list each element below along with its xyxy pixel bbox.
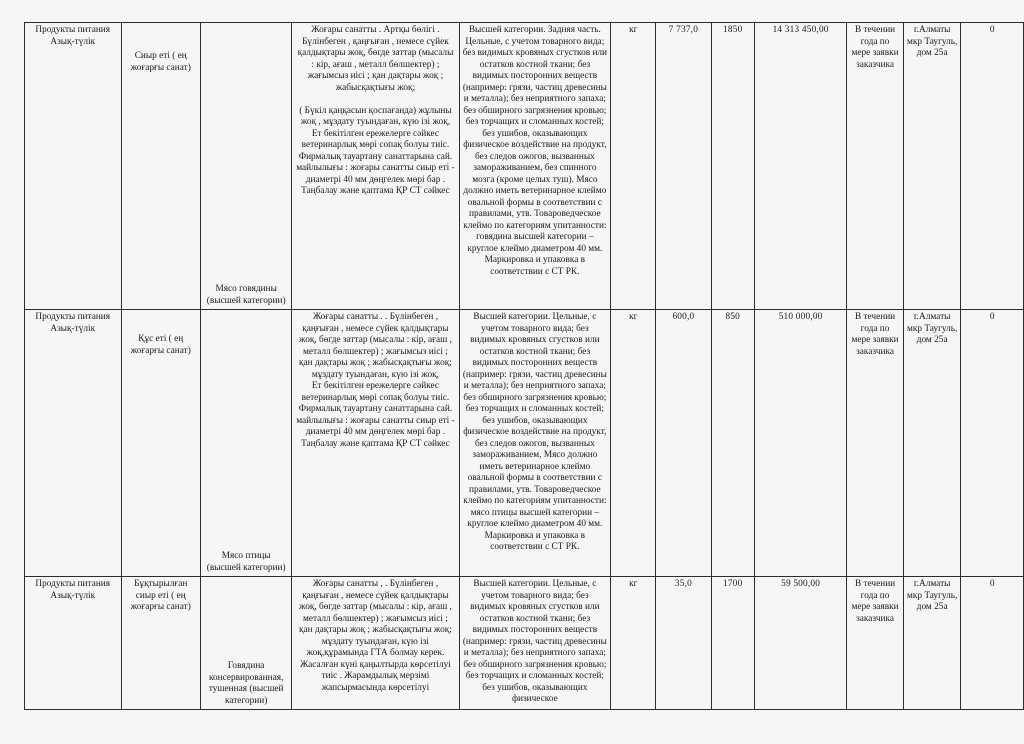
category-cell: Продукты питания Азық-түлік <box>25 577 122 710</box>
qty-cell: 1700 <box>711 577 754 710</box>
spec-kz-cell: Жоғары санатты , . Бүлінбеген , қаңғыған , немесе сүйек қалдықтары жоқ, бөгде заттар (мысалы : кір, ағаш , металл бөлшектер) ; жағымсыз иісі ; қан дақтары жоқ ; жабысқақтығы жоқ; мұздату туындаған, күю ізі жоқ,құрамында ГТА болмау керек. Жасалған күні қаңылтырда көрсетілуі тиіс . Жарамдылық мерзімі жапсырмасында көрсетілуі <box>292 577 459 710</box>
sum-cell: 14 313 450,00 <box>755 23 847 310</box>
name-kz-cell: Бұқтырылған сиыр еті ( ең жоғарғы санат) <box>121 577 200 710</box>
name-ru: Мясо птицы (высшей категории) <box>206 551 286 573</box>
name-ru-cell <box>200 577 291 710</box>
place-cell: г.Алматы мкр Таугуль, дом 25а <box>903 23 961 310</box>
table-row <box>25 23 1024 310</box>
table-row <box>25 577 1024 710</box>
price-cell: 600,0 <box>656 310 711 577</box>
advance-cell: 0 <box>961 577 1024 710</box>
qty-cell: 850 <box>711 310 754 577</box>
term-cell: В течении года по мере заявки заказчика <box>847 310 904 577</box>
price-cell: 7 737,0 <box>656 23 711 310</box>
spec-ru-cell: Высшей категории. Задняя часть. Цельные, с учетом товарного вида; без видимых кровяных сгустков или остатков костной ткани; без видимых посторонних веществ (например: грязи, частиц древесины и металла); без неприятного запаха; без обширного загрязнения кровью; без торчащих и сломанных костей; без ушибов, оказывающих физическое воздействие на продукт, без следов ожогов, вызванных замораживанием, без спинного мозга (кроме целых туш). Мясо должно иметь ветеринарное клеймо овальной формы в соответствии с правилами, утв. Товароведческое клеймо по категориям упитанности: говядина высшей категории – круглое клеймо диаметром 40 мм. Маркировка и упаковка в соответствии с СТ РК. <box>459 23 611 310</box>
unit-cell: кг <box>611 310 656 577</box>
name-kz: Сиыр еті ( ең жоғарғы санат) <box>130 51 191 73</box>
price-cell: 35,0 <box>656 577 711 710</box>
sum-cell: 59 500,00 <box>755 577 847 710</box>
unit-cell: кг <box>611 23 656 310</box>
name-kz-cell <box>121 310 200 577</box>
place-cell: г.Алматы мкр Таугуль, дом 25а <box>903 577 961 710</box>
category-cell: Продукты питания Азық-түлік <box>25 23 122 310</box>
name-kz-cell <box>121 23 200 310</box>
unit-cell: кг <box>611 577 656 710</box>
name-ru: Говядина консервированная, тушенная (высшей категории) <box>208 661 284 706</box>
name-kz: Құс еті ( ең жоғарғы санат) <box>130 334 191 356</box>
advance-cell: 0 <box>961 310 1024 577</box>
category-cell: Продукты питания Азық-түлік <box>25 310 122 577</box>
name-ru: Мясо говядины (высшей категории) <box>206 284 286 306</box>
qty-cell: 1850 <box>711 23 754 310</box>
spec-kz-cell: Жоғары санатты . . Бүлінбеген , қаңғыған , немесе сүйек қалдықтары жоқ, бөгде заттар (мысалы : кір, ағаш , металл бөлшектер) ; жағымсыз иісі ; қан дақтары жоқ ; жабысқақтығы жоқ; мұздату туындаған, күю ізі жоқ, Ет бекітілген ережелерге сәйкес ветеринарлық мөрі сопақ болуы тиіс. Фирмалық тауартану санаттарына сай. майлылығы : жоғары санатты сиыр еті - диаметрі 40 мм дөңгелек мөрі бар . Таңбалау және қаптама ҚР СТ сәйкес <box>292 310 459 577</box>
term-cell: В течении года по мере заявки заказчика <box>847 577 904 710</box>
spec-kz-cell: Жоғары санатты . Артқы бөлігі . Бүлінбеген , қаңғыған , немесе сүйек қалдықтары жоқ, бөгде заттар (мысалы : кір, ағаш , металл бөлшектер) ; жағымсыз иісі ; қан дақтары жоқ ; жабысқақтығы жоқ; ( Бүкіл қаңқасын қоспағанда) жұлыны жоқ , мұздату туындаған, күю ізі жоқ, Ет бекітілген ережелерге сәйкес ветеринарлық мөрі сопақ болуы тиіс. Фирмалық тауартану санаттарына сай. майлылығы : жоғары санатты сиыр еті - диаметрі 40 мм дөңгелек мөрі бар . Таңбалау және қаптама ҚР СТ сәйкес <box>292 23 459 310</box>
name-ru-cell <box>200 23 291 310</box>
spec-ru-cell: Высшей категории. Цельные, с учетом товарного вида; без видимых кровяных сгустков или остатков костной ткани; без видимых посторонних веществ (например: грязи, частиц древесины и металла); без неприятного запаха; без обширного загрязнения кровью; без торчащих и сломанных костей; без ушибов, оказывающих физическое воздействие на продукт, без следов ожогов, вызванных замораживанием, Мясо должно иметь ветеринарное клеймо овальной формы в соответствии с правилами, утв. Товароведческое клеймо по категориям упитанности: мясо птицы высшей категории – круглое клеймо диаметром 40 мм. Маркировка и упаковка в соответствии с СТ РК. <box>459 310 611 577</box>
advance-cell: 0 <box>961 23 1024 310</box>
place-cell: г.Алматы мкр Таугуль, дом 25а <box>903 310 961 577</box>
spec-ru-cell: Высшей категории. Цельные, с учетом товарного вида; без видимых кровяных сгустков или остатков костной ткани; без видимых посторонних веществ (например: грязи, частиц древесины и металла); без неприятного запаха; без обширного загрязнения кровью; без торчащих и сломанных костей; без ушибов, оказывающих физическое <box>459 577 611 710</box>
name-ru-cell <box>200 310 291 577</box>
term-cell: В течении года по мере заявки заказчика <box>847 23 904 310</box>
sum-cell: 510 000,00 <box>755 310 847 577</box>
procurement-table <box>24 22 1024 710</box>
table-row <box>25 310 1024 577</box>
